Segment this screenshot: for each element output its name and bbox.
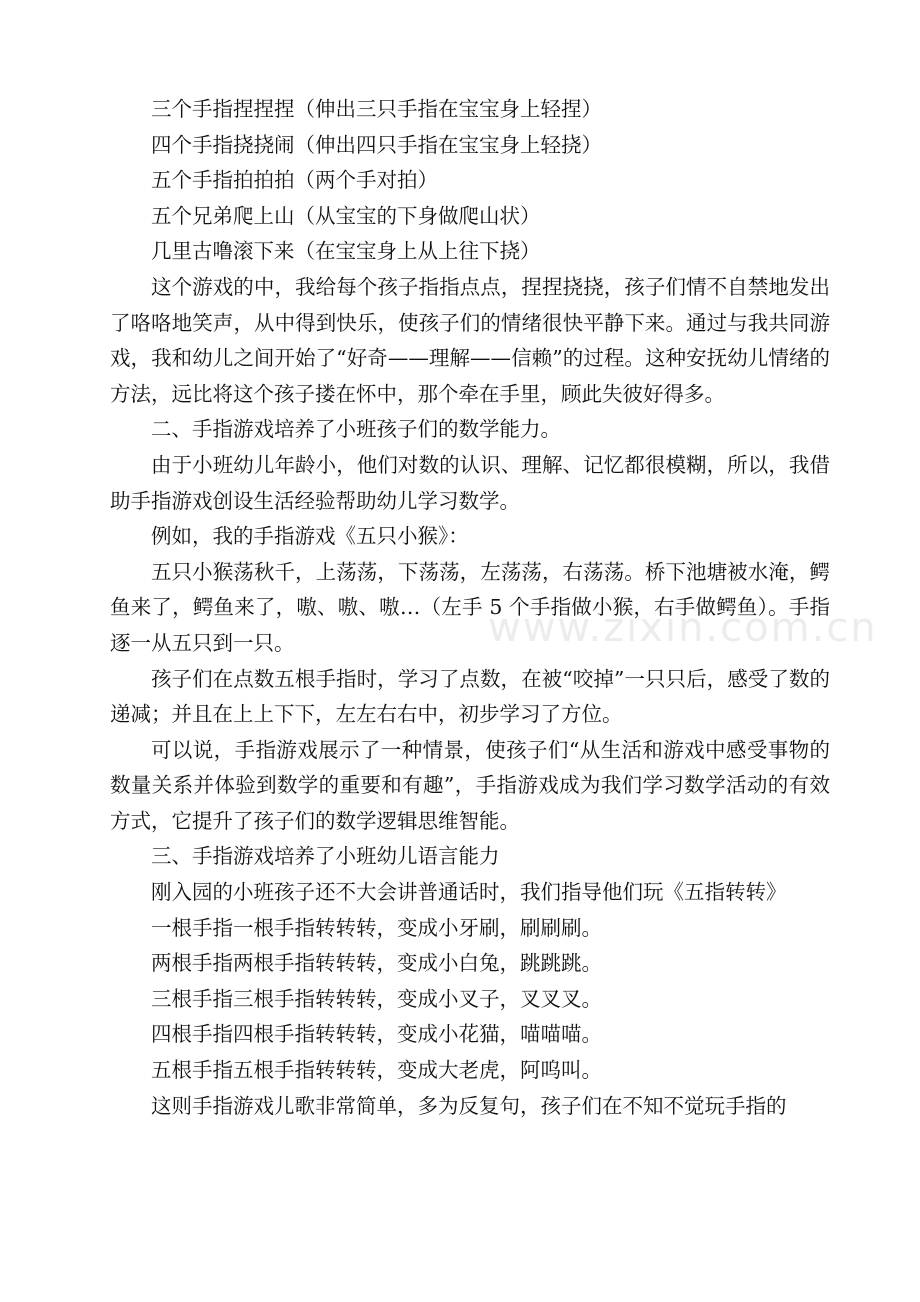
document-body — [110, 92, 830, 1124]
paragraph: 三个手指捏捏捏（伸出三只手指在宝宝身上轻捏） — [151, 97, 602, 121]
paragraph: 例如，我的手指游戏《五只小猴》： — [151, 524, 469, 549]
paragraph: 这个游戏的中，我给每个孩子指指点点，捏捏挠挠，孩子们情不自禁地发出了咯咯地笑声，从中得到快乐，使孩子们的情绪很快平静下来。通过与我共同游戏，我和幼儿之间开始了“好奇——理解——信赖”的过程。这种安抚幼儿情绪的方法，远比将这个孩子搂在怀中，那个牵在手里，顾此失彼好得多。 — [110, 274, 830, 406]
paragraph: 五根手指五根手指转转转，变成大老虎，阿呜叫。 — [151, 1058, 602, 1083]
paragraph: 由于小班幼儿年龄小，他们对数的认识、理解、记忆都很模糊，所以，我借助手指游戏创设生活经验帮助幼儿学习数学。 — [110, 452, 830, 513]
paragraph: 四根手指四根手指转转转，变成小花猫，喵喵喵。 — [151, 1022, 602, 1047]
paragraph: 两根手指两根手指转转转，变成小白兔，跳跳跳。 — [151, 951, 602, 976]
paragraph: 一根手指一根手指转转转，变成小牙刷，刷刷刷。 — [151, 915, 602, 940]
paragraph: 五个兄弟爬上山（从宝宝的下身做爬山状） — [151, 203, 541, 228]
section-heading: 二、手指游戏培养了小班孩子们的数学能力。 — [151, 417, 561, 442]
paragraph: 这则手指游戏儿歌非常简单，多为反复句，孩子们在不知不觉玩手指的 — [151, 1093, 787, 1118]
paragraph: 五个手指拍拍拍（两个手对拍） — [151, 168, 438, 193]
paragraph: 可以说，手指游戏展示了一种情景，使孩子们“从生活和游戏中感受事物的数量关系并体验到数学的重要和有趣”，手指游戏成为我们学习数学活动的有效方式，它提升了孩子们的数学逻辑思维智能。 — [110, 737, 830, 833]
paragraph: 三根手指三根手指转转转，变成小叉子，叉叉叉。 — [151, 986, 602, 1011]
paragraph: 四个手指挠挠闹（伸出四只手指在宝宝身上轻挠） — [151, 132, 602, 157]
paragraph: 几里古噜滚下来（在宝宝身上从上往下挠） — [151, 239, 541, 264]
paragraph: 孩子们在点数五根手指时，学习了点数，在被“咬掉”一只只后，感受了数的递减；并且在上上下下，左左右右中，初步学习了方位。 — [110, 666, 830, 727]
paragraph: 刚入园的小班孩子还不大会讲普通话时，我们指导他们玩《五指转转》 — [151, 880, 787, 905]
watermark: www.zixin.com.cn — [488, 605, 878, 651]
paragraph: 五只小猴荡秋千，上荡荡，下荡荡，左荡荡，右荡荡。桥下池塘被水淹，鳄鱼来了，鳄鱼来了，嗷、嗷、嗷…（左手 5 个手指做小猴，右手做鳄鱼）。手指逐一从五只到一只。 — [110, 559, 830, 655]
section-heading: 三、手指游戏培养了小班幼儿语言能力 — [151, 844, 500, 869]
